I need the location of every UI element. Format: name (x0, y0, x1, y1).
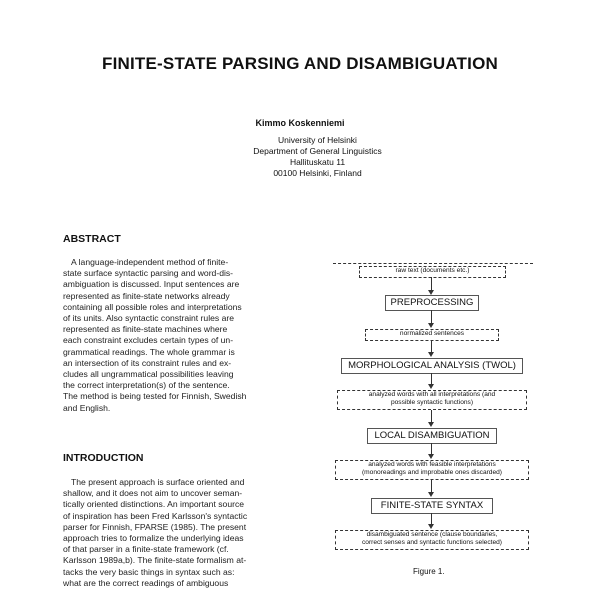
node-raw-text: raw text (documents etc.) (359, 266, 506, 278)
node-text-line: (monoreadings and improbable ones discarded) (361, 469, 503, 476)
node-analyzed-words (337, 390, 527, 410)
node-feasible-interpretations (335, 460, 529, 480)
author-name: Kimmo Koskenniemi (255, 118, 345, 128)
node-text-line: possible syntactic functions) (390, 399, 474, 406)
introduction-line: The present approach is surface oriented and (71, 477, 245, 487)
introduction-line: what are the correct readings of ambiguous (63, 577, 229, 588)
abstract-line: The method is being tested for Finnish, Swedish (63, 391, 247, 402)
figure-caption: Figure 1. (413, 567, 445, 576)
abstract-line: state surface syntactic parsing and word-dis- (63, 268, 234, 279)
introduction-line: of that parser in a finite-state framework (cf. (63, 544, 229, 555)
abstract-body (63, 257, 291, 414)
arrow-down-icon (428, 323, 434, 328)
abstract-line: A language-independent method of finite- (71, 257, 229, 267)
arrow-down-icon (428, 352, 434, 357)
introduction-body (63, 477, 291, 589)
abstract-line: the correct interpretation(s) of the sentence. (63, 380, 230, 391)
node-disambiguated-sentence (335, 530, 529, 550)
figure-frame-top (333, 263, 533, 264)
abstract-heading: ABSTRACT (63, 233, 121, 245)
abstract-line: each constraint excludes certain types of un- (63, 335, 234, 346)
affiliation-line: Hallituskatu 11 (289, 157, 346, 167)
introduction-line: shallow, and it does not aim to uncover seman- (63, 488, 243, 499)
node-preprocessing: PREPROCESSING (385, 295, 479, 311)
arrow-down-icon (428, 422, 434, 427)
abstract-line: represented as finite-state networks already (63, 290, 230, 301)
node-finite-state-syntax: FINITE-STATE SYNTAX (371, 498, 493, 514)
introduction-line: tacks the very basic things in syntax such as: (63, 566, 235, 577)
introduction-line: tically oriented distinctions. An important source (63, 499, 245, 510)
arrow-down-icon (428, 492, 434, 497)
node-text-line: analyzed words with all interpretations (and (368, 391, 496, 398)
affiliation-line: University of Helsinki (278, 135, 357, 145)
abstract-line: of its units. Also syntactic constraint rules are (63, 313, 234, 324)
node-text-line: disambiguated sentence (clause boundaries, (366, 531, 498, 538)
paper-title: FINITE-STATE PARSING AND DISAMBIGUATION (102, 54, 498, 73)
node-normalized-sentences: normalized sentences (365, 329, 499, 341)
introduction-line: parser for Finnish, FPARSE (1985). The present (63, 521, 247, 532)
node-text-line: analyzed words with feasible interpretations (368, 461, 496, 468)
introduction-line: of inspiration has been Fred Karlsson's syntactic (63, 510, 248, 521)
abstract-line: represented as finite-state machines where (63, 324, 228, 335)
figure-1 (325, 255, 545, 585)
introduction-line: approach tries to formalize the underlying ideas (63, 533, 244, 544)
introduction-line: Karlsson 1989a,b). The finite-state formalism at- (63, 555, 247, 566)
arrow-down-icon (428, 454, 434, 459)
arrow-down-icon (428, 524, 434, 529)
abstract-line: ambiguation is discussed. Input sentences are (63, 279, 240, 290)
affiliation-line: Department of General Linguistics (253, 146, 382, 156)
abstract-line: grammatical readings. The whole grammar is (63, 346, 235, 357)
abstract-line: an intersection of its constraint rules and ex- (63, 357, 232, 368)
node-text-line: correct senses and syntactic functions selected) (361, 539, 502, 546)
affiliation-line: 00100 Helsinki, Finland (273, 168, 362, 178)
abstract-line: cludes all ungrammatical possibilities leaving (63, 369, 234, 380)
abstract-line: containing all possible roles and interpretations (63, 301, 242, 312)
arrow-down-icon (428, 384, 434, 389)
introduction-heading: INTRODUCTION (63, 452, 144, 464)
abstract-line: and English. (63, 402, 111, 413)
node-local-disambiguation: LOCAL DISAMBIGUATION (367, 428, 497, 444)
affiliation (200, 135, 435, 179)
node-morphological-analysis: MORPHOLOGICAL ANALYSIS (TWOL) (341, 358, 523, 374)
